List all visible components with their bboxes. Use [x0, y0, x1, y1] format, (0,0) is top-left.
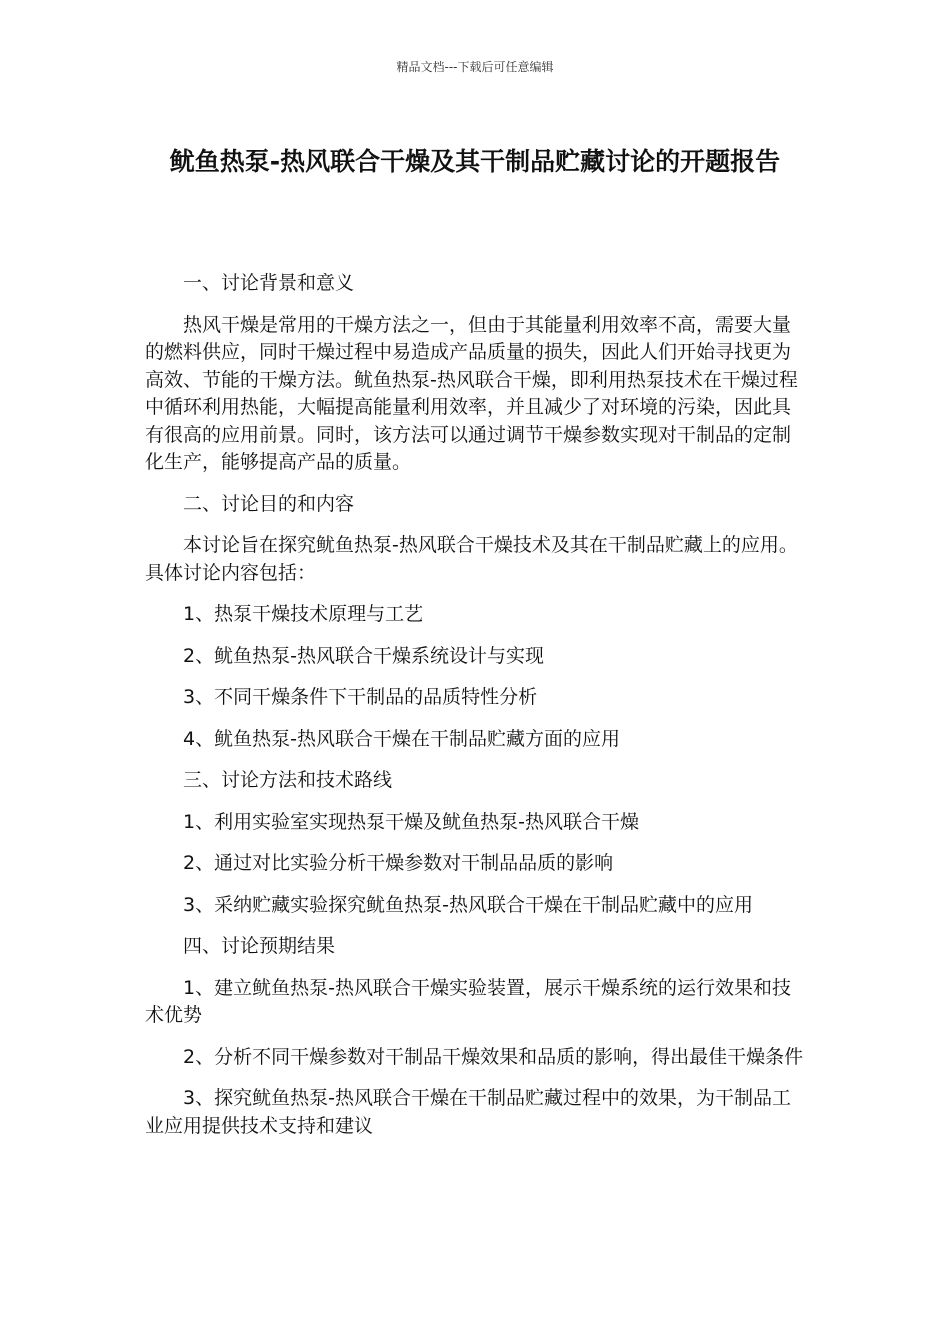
- section-1-body: 热风干燥是常用的干燥方法之一，但由于其能量利用效率不高，需要大量的燃料供应，同时干燥过程中易造成产品质量的损失，因此人们开始寻找更为高效、节能的干燥方法。鱿鱼热泵-热风联合干燥，即利用热泵技术在干燥过程中循环利用热能，大幅提高能量利用效率，并且减少了对环境的污染，因此具有很高的应用前景。同时，该方法可以通过调节干燥参数实现对干制品的定制化生产，能够提高产品的质量。: [145, 313, 798, 473]
- section-4-heading: 四、讨论预期结果: [183, 935, 336, 957]
- section-2-heading: 二、讨论目的和内容: [183, 492, 355, 515]
- document-title: 鱿鱼热泵-热风联合干燥及其干制品贮藏讨论的开题报告: [169, 147, 781, 176]
- section-1-heading: 一、讨论背景和意义: [183, 272, 355, 294]
- list-item: 3、不同干燥条件下干制品的品质特性分析: [183, 686, 538, 708]
- header-note: 精品文档---下载后可任意编辑: [396, 60, 554, 74]
- list-item: 3、探究鱿鱼热泵-热风联合干燥在干制品贮藏过程中的效果，为干制品工业应用提供技术支持和建议: [145, 1087, 791, 1137]
- list-item: 1、利用实验室实现热泵干燥及鱿鱼热泵-热风联合干燥: [183, 810, 639, 833]
- list-item: 3、采纳贮藏实验探究鱿鱼热泵-热风联合干燥在干制品贮藏中的应用: [183, 893, 753, 916]
- section-3-heading: 三、讨论方法和技术路线: [183, 769, 393, 791]
- list-item: 2、分析不同干燥参数对干制品干燥效果和品质的影响，得出最佳干燥条件: [183, 1045, 804, 1068]
- document-body: [145, 270, 805, 1140]
- list-item: 2、通过对比实验分析干燥参数对干制品品质的影响: [183, 852, 614, 874]
- list-item: 2、鱿鱼热泵-热风联合干燥系统设计与实现: [183, 644, 544, 667]
- list-item: 1、建立鱿鱼热泵-热风联合干燥实验装置，展示干燥系统的运行效果和技术优势: [145, 976, 791, 1026]
- list-item: 1、热泵干燥技术原理与工艺: [183, 603, 424, 625]
- section-2-body: 本讨论旨在探究鱿鱼热泵-热风联合干燥技术及其在干制品贮藏上的应用。具体讨论内容包括：: [145, 534, 798, 584]
- list-item: 4、鱿鱼热泵-热风联合干燥在干制品贮藏方面的应用: [183, 727, 620, 750]
